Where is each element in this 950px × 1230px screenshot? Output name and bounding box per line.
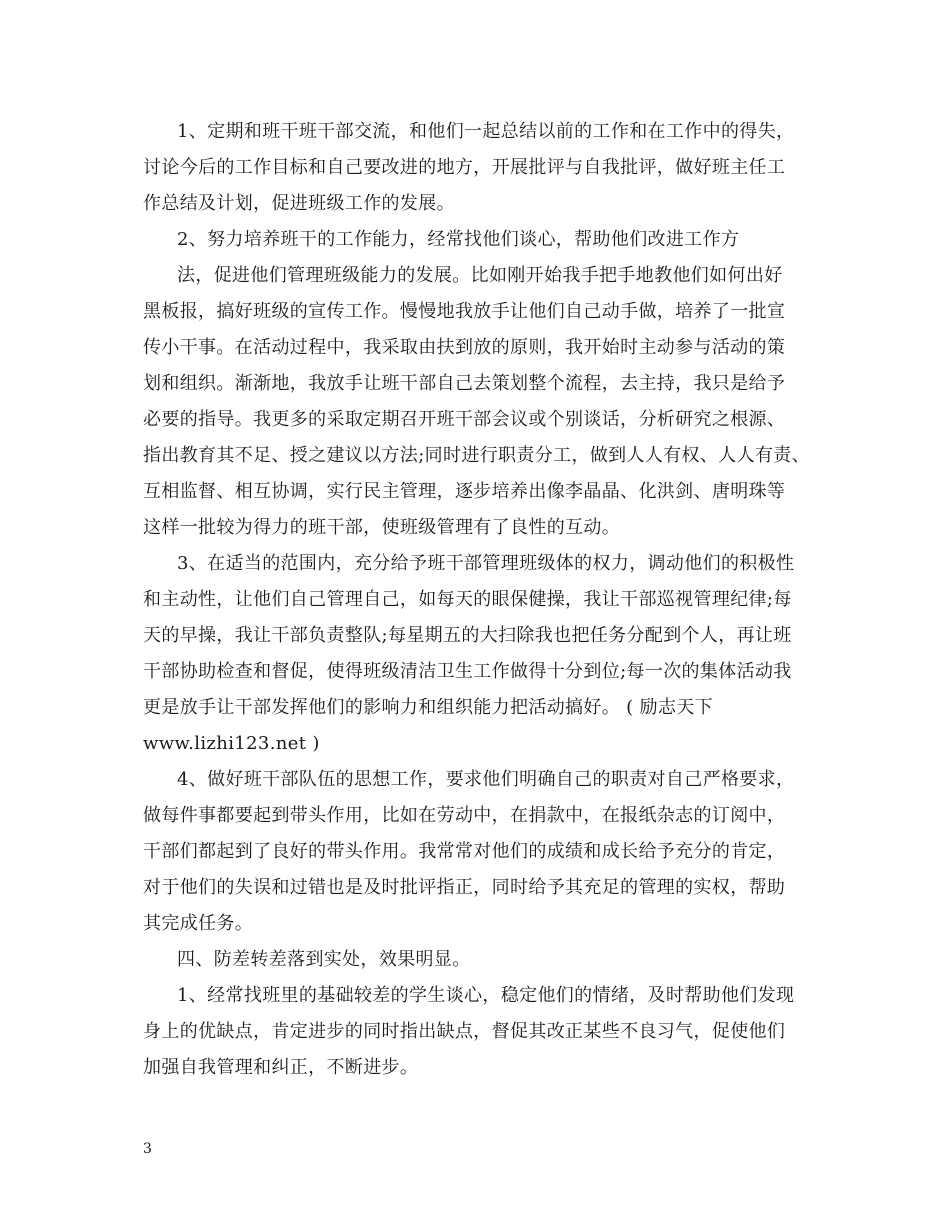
text-line: 更是放手让干部发挥他们的影响力和组织能力把活动搞好。 ( 励志天下 bbox=[143, 697, 714, 718]
text-line: 和主动性，让他们自己管理自己，如每天的眼保健操，我让干部巡视管理纪律;每 bbox=[143, 589, 792, 610]
text-line: 做每件事都要起到带头作用，比如在劳动中，在捐款中，在报纸杂志的订阅中， bbox=[143, 805, 786, 826]
text-line: 1、定期和班干班干部交流，和他们一起总结以前的工作和在工作中的得失， bbox=[177, 121, 795, 142]
text-line: 其完成任务。 bbox=[143, 913, 254, 934]
text-line: 作总结及计划，促进班级工作的发展。 bbox=[143, 193, 455, 214]
text-line: 干部协助检查和督促，使得班级清洁卫生工作做得十分到位;每一次的集体活动我 bbox=[143, 661, 792, 682]
section-heading: 四、防差转差落到实处，效果明显。 bbox=[177, 949, 471, 970]
text-line: www.lizhi123.net ) bbox=[143, 733, 320, 754]
page-number: 3 bbox=[143, 1141, 152, 1157]
text-line: 加强自我管理和纠正，不断进步。 bbox=[143, 1057, 419, 1078]
text-line: 天的早操，我让干部负责整队;每星期五的大扫除我也把任务分配到个人，再让班 bbox=[143, 625, 792, 646]
text-line: 黑板报，搞好班级的宣传工作。慢慢地我放手让他们自己动手做，培养了一批宣 bbox=[143, 301, 786, 322]
text-line: 身上的优缺点，肯定进步的同时指出缺点，督促其改正某些不良习气，促使他们 bbox=[143, 1021, 786, 1042]
text-line: 干部们都起到了良好的带头作用。我常常对他们的成绩和成长给予充分的肯定， bbox=[143, 841, 786, 862]
text-line: 3、在适当的范围内，充分给予班干部管理班级体的权力，调动他们的积极性 bbox=[177, 553, 795, 574]
text-line: 4、做好班干部队伍的思想工作，要求他们明确自己的职责对自己严格要求， bbox=[177, 769, 795, 790]
text-line: 必要的指导。我更多的采取定期召开班干部会议或个别谈话，分析研究之根源、 bbox=[143, 409, 786, 430]
text-line: 这样一批较为得力的班干部，使班级管理有了良性的互动。 bbox=[143, 517, 621, 538]
text-line: 2、努力培养班干的工作能力，经常找他们谈心，帮助他们改进工作方 bbox=[177, 229, 740, 250]
text-line: 指出教育其不足、授之建议以方法;同时进行职责分工，做到人人有权、人人有责、 bbox=[143, 445, 811, 466]
text-line: 对于他们的失误和过错也是及时批评指正，同时给予其充足的管理的实权，帮助 bbox=[143, 877, 786, 898]
text-line: 讨论今后的工作目标和自己要改进的地方，开展批评与自我批评，做好班主任工 bbox=[143, 157, 786, 178]
text-line: 划和组织。渐渐地，我放手让班干部自己去策划整个流程，去主持，我只是给予 bbox=[143, 373, 786, 394]
text-line: 互相监督、相互协调，实行民主管理，逐步培养出像李晶晶、化洪剑、唐明珠等 bbox=[143, 481, 786, 502]
text-line: 传小干事。在活动过程中，我采取由扶到放的原则，我开始时主动参与活动的策 bbox=[143, 337, 786, 358]
text-line: 1、经常找班里的基础较差的学生谈心，稳定他们的情绪，及时帮助他们发现 bbox=[177, 985, 795, 1006]
text-line: 法，促进他们管理班级能力的发展。比如刚开始我手把手地教他们如何出好 bbox=[177, 265, 783, 286]
